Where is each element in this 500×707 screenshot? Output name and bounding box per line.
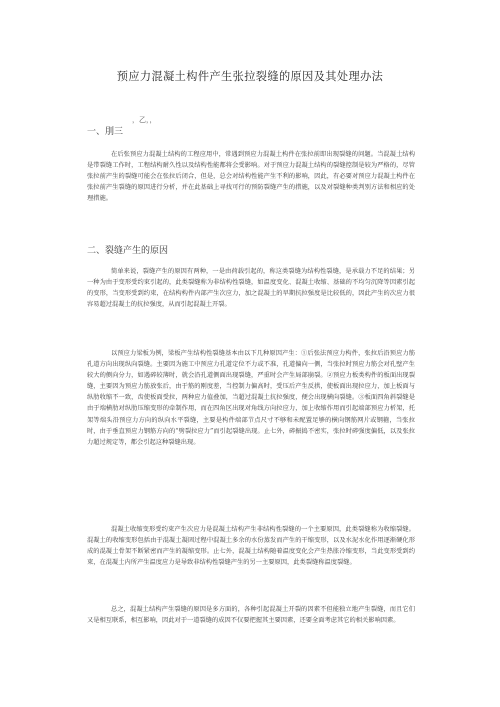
paragraph-causes-1: 简单来说，裂缝产生的原因有两种，一是由荷载引起的，称这类裂缝为结构性裂缝，是承载力不足的结果；另一种为由于变形受约束引起的，此类裂缝称为非结构性裂缝，如温度变化、混凝土收缩、基础的不均匀沉降等因素引起的变形，当变形受到约束，在结构构件内部产生次应力，加之混凝土的早期抗拉强度是比较低的，因此产生的次应力很容易超过混凝土的抗拉强度，从而引起混凝土开裂。	[87, 268, 415, 309]
section-heading-preface: 一、刖三	[87, 127, 124, 137]
section-heading-causes: 二、裂缝产生的原因	[87, 246, 169, 256]
paragraph-causes-2: 以预应力梁板为例，梁板产生结构性裂缝基本由以下几种原因产生：①后张法预应力构件，张拉后沿预应力筋孔道方向出现纵向裂缝。主要因为施工中预应力孔道定位不力或不准，孔道偏向一侧，当张拉时预应力筋会对孔壁产生较大的侧向分力，如遇碎较薄时，就会沿孔道侧面出现裂缝，严重时会产生局部崩裂。②预应力板类构件的板面出现裂缝，主要因为预应力筋放张后，由于筋的刚度差，当控制力偏高时，受压后产生反拱，使板面出现拉应力，加上板面与纵肋收缩不一致，齿使板面受拉，两种应力值叠加，当超过混凝土抗拉强度，便会出现横向裂缝。③板面四角斜裂缝是由于端横肋对纵肋压缩变形的牵制作用，而在四角区出现对角线方向拉应力，加上收缩作用而引起端部预应力析架，托架等端头沿预应力方向的纵向水平裂缝，主要是构件端部节点尺寸不够和未配置足够的横向钢筋网片或钢箍，当张拉时，由于垂直预应力钢筋方向的“劈裂拉应力”而引起裂缝出现。止七外，碎振捣不密实，张拉时碎强度偏低，以及张拉力超过规定等，都会引起这种裂缝出现。	[87, 350, 415, 446]
paragraph-causes-4: 总之，混凝土结构产生裂缝的原因是多方面的，各种引起混凝土开裂的因素不但能独立地产生裂缝，而且它们又是相互联系，相互影响，因此对于一道裂缝的成因不仅要把握其主要因素，还要全面考虑其它的相关影响因素。	[87, 606, 415, 625]
author-line: ，乙，，	[132, 116, 157, 124]
paragraph-preface: 在后张预应力混凝土结构的工程应用中，常遇到预应力混凝土构件在张拉前即出现裂缝的问题。当混凝土结构是带裂缝工作时，工程结构耐久性以及结构性能都将会受影响。对于预应力混凝土结构的裂缝控制是较为严格的，尽管张拉前产生的裂缝可能会在张拉后闭合，但是，总会对结构性能产生不利的影响，因此，有必要对预应力混凝土构件在张拉前产生裂缝的原因进行分析，并在此基础上寻找可行的预防裂缝产生的措施，以及对裂缝种类判别方法和相应的处理措施。	[87, 151, 415, 203]
document-title: 预应力混凝土构件产生张拉裂缝的原因及其处理办法	[116, 70, 384, 83]
paragraph-causes-3: 混凝土收缩变形受约束产生次应力是混凝土结构产生非结构性裂缝的一个主要原因，此类裂缝称为收缩裂缝。混凝土的收缩变形包括由于混凝土凝固过程中混凝土多余的水份蒸发而产生的干缩变形，以及水泥水化作用逐渐硬化形成的混凝土骨架不断紧密而产生的凝缩变形。止七外，混凝土结构随着温度变化会产生热胀冷缩变形，当此变形受到约束，在混凝土内所产生温度应力是导致非结构性裂缝产生的另一主要原因，此类裂缝称温度裂缝。	[87, 526, 415, 567]
